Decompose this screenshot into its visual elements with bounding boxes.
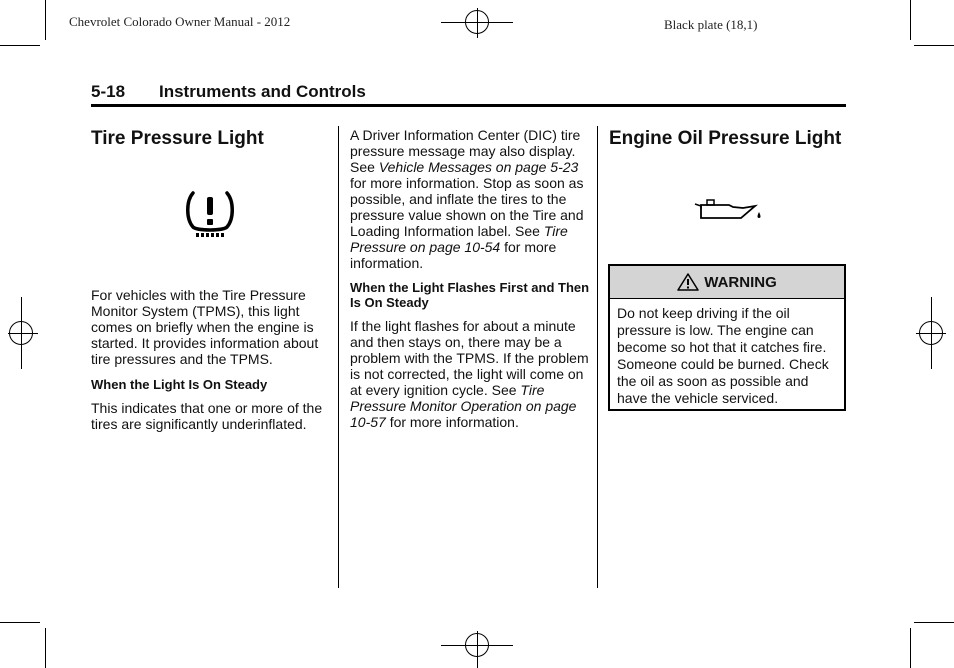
paragraph: For vehicles with the Tire Pressure Monitor System (TPMS), this light comes on briefly when the engine is started. It provides information about tire pressures and the TPMS. [91, 287, 319, 367]
column-divider [338, 126, 339, 588]
cross-reference: Vehicle Messages on page 5-23 [378, 159, 579, 175]
crop-mark [0, 45, 40, 46]
section-heading-tire-pressure: Tire Pressure Light [91, 128, 264, 149]
page-number: 5-18 [91, 82, 126, 101]
oil-can-icon [693, 196, 763, 226]
crop-mark [914, 622, 954, 623]
paragraph: This indicates that one or more of the tires are significantly underinflated. [91, 400, 323, 432]
column-divider [597, 126, 598, 588]
cross-reference: Tire Pressure on page 10-54 [350, 223, 568, 255]
paragraph: If the light flashes for about a minute and then stays on, there may be a problem with the TPMS. If the problem is not corrected, the light will come on at every ignition cycle. See Tire Pressure Monitor Operation on page 10-57 for more information. [350, 318, 589, 430]
slug-right: Black plate (18,1) [664, 17, 758, 32]
crop-mark [0, 622, 40, 623]
crop-mark [45, 628, 46, 668]
cross-reference: Tire Pressure Monitor Operation on page 10-57 [350, 382, 577, 430]
warning-triangle-icon [677, 273, 699, 291]
section-heading-oil-pressure: Engine Oil Pressure Light [609, 128, 842, 149]
tire-pressure-warning-icon [184, 189, 236, 241]
subheading: When the Light Flashes First and Then Is On Steady [350, 280, 590, 310]
subheading: When the Light Is On Steady [91, 377, 268, 392]
warning-text: Do not keep driving if the oil pressure is low. The engine can become so hot that it catches fire. Someone could be burned. Check the oil as soon as possible and have the vehicle serviced. [617, 305, 829, 406]
paragraph: A Driver Information Center (DIC) tire pressure message may also display. See Vehicle Messages on page 5-23 for more information. Stop as soon as possible, and inflate the tires to the pressure value shown on the Tire and Loading Information label. See Tire Pressure on page 10-54 for more information. [350, 127, 584, 271]
warning-header [610, 266, 844, 299]
column-2 [350, 127, 590, 430]
warning-label: WARNING [704, 273, 777, 291]
page-header [91, 80, 846, 107]
crop-mark [45, 0, 46, 40]
crop-mark [914, 45, 954, 46]
slug-left: Chevrolet Colorado Owner Manual - 2012 [69, 14, 291, 29]
column-1 [91, 126, 327, 432]
column-3 [609, 126, 849, 226]
warning-box [608, 264, 846, 411]
section-title: Instruments and Controls [159, 82, 366, 101]
crop-mark [910, 0, 911, 40]
crop-mark [910, 628, 911, 668]
